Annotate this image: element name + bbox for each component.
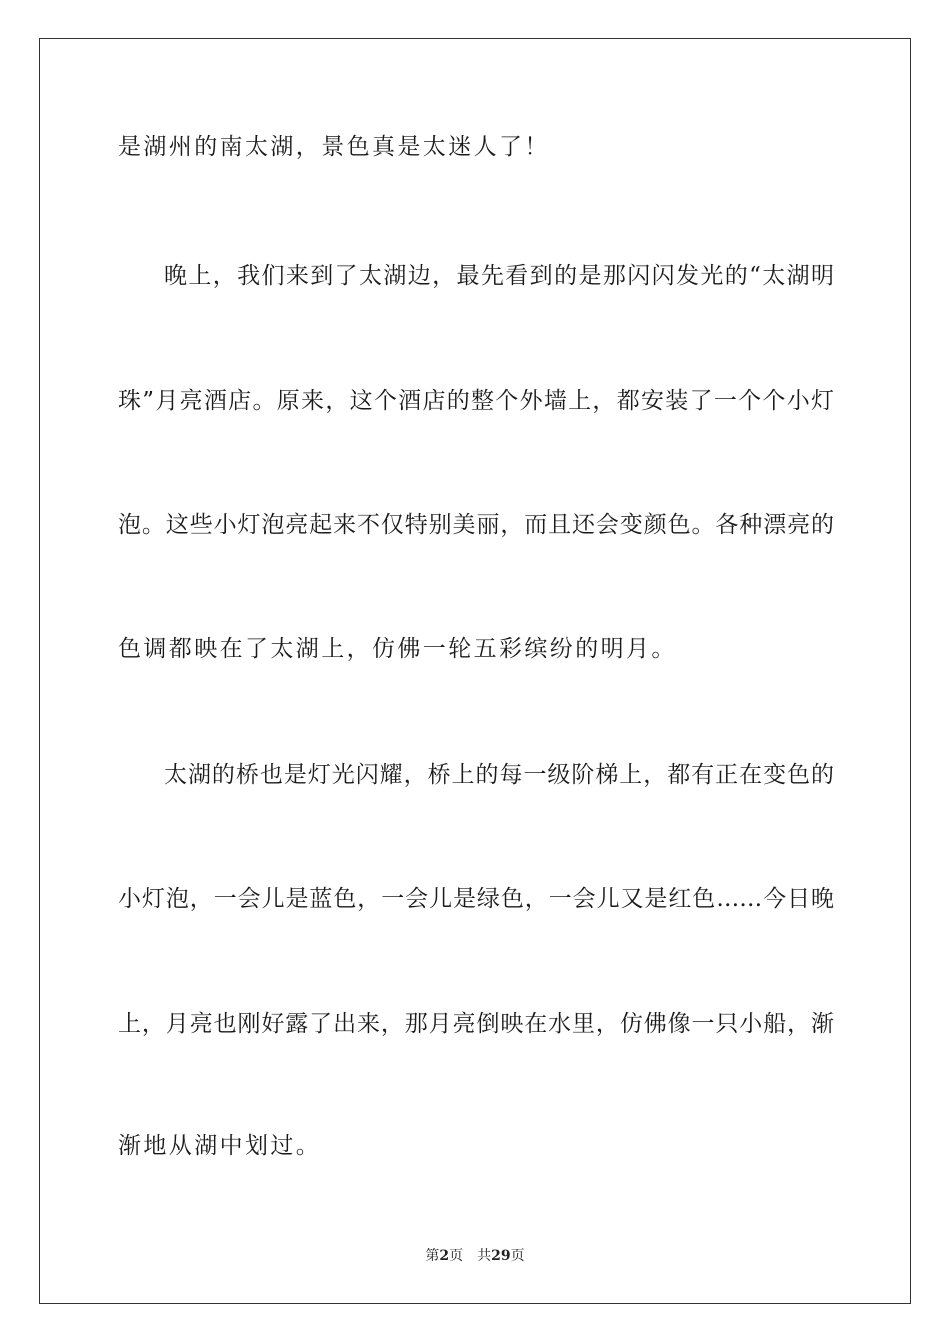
paragraph-line-4: 泡。这些小灯泡亮起来不仅特别美丽，而且还会变颜色。各种漂亮的 [118,512,834,538]
paragraph-line-5: 色调都映在了太湖上，仿佛一轮五彩缤纷的明月。 [118,636,677,662]
total-label-suffix: 页 [510,1248,525,1264]
page-border [39,38,911,1304]
page-label-suffix: 页 [449,1248,464,1264]
page-number: 2 [439,1248,450,1264]
paragraph-line-9: 渐地从湖中划过。 [118,1133,322,1159]
total-label-prefix: 共 [477,1248,492,1264]
paragraph-line-7: 小灯泡，一会儿是蓝色，一会儿是绿色，一会儿又是红色……今日晚 [118,886,834,912]
paragraph-line-8: 上，月亮也刚好露了出来，那月亮倒映在水里，仿佛像一只小船，渐 [118,1011,834,1037]
paragraph-line-3: 珠”月亮酒店。原来，这个酒店的整个外墙上，都安装了一个个小灯 [118,388,834,414]
paragraph-line-1: 是湖州的南太湖，景色真是太迷人了！ [118,134,550,160]
page-label-prefix: 第 [425,1248,440,1264]
total-pages: 29 [491,1248,511,1264]
page-footer [0,1247,950,1265]
paragraph-line-2: 晚上，我们来到了太湖边，最先看到的是那闪闪发光的“太湖明 [164,263,834,289]
paragraph-line-6: 太湖的桥也是灯光闪耀，桥上的每一级阶梯上，都有正在变色的 [164,762,834,788]
